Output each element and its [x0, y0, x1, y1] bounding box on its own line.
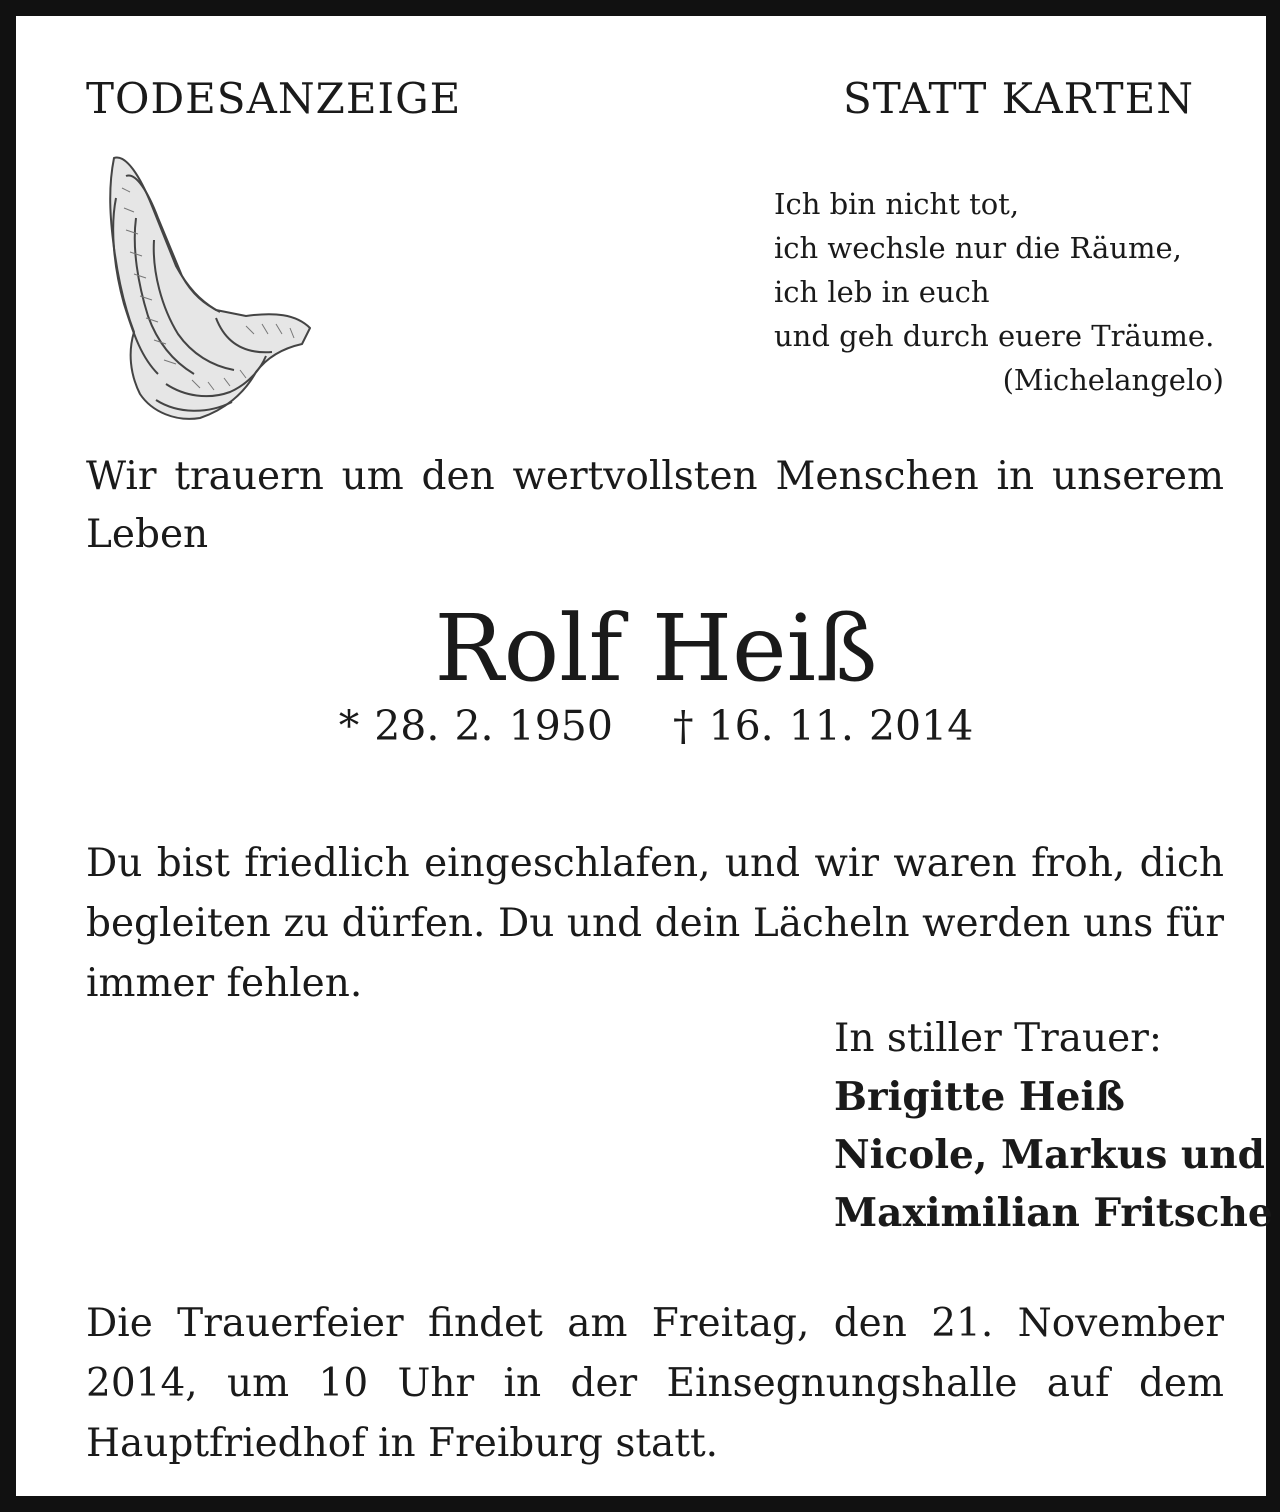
- mourner-name: Brigitte Heiß: [834, 1074, 1125, 1120]
- poem: [774, 182, 1224, 402]
- ceremony-text: Die Trauerfeier findet am Freitag, den 21. November 2014, um 10 Uhr in der Einsegnungshalle auf dem Hauptfriedhof in Freiburg statt.: [86, 1301, 1224, 1466]
- intro-text: Wir trauern um den wertvollsten Menschen in unserem Leben: [86, 454, 1224, 557]
- header-title: TODESANZEIGE: [86, 74, 462, 123]
- death-date: † 16. 11. 2014: [672, 702, 974, 750]
- birth-date: * 28. 2. 1950: [338, 702, 613, 750]
- poem-line: ich wechsle nur die Räume,: [774, 231, 1182, 265]
- mourners-heading: In stiller Trauer:: [834, 1016, 1163, 1061]
- life-dates: [16, 698, 1280, 754]
- mourners-block: [834, 1010, 1273, 1242]
- mourner-name: Maximilian Fritsche: [834, 1190, 1273, 1236]
- poem-line: Ich bin nicht tot,: [774, 187, 1020, 221]
- farewell-text: Du bist friedlich eingeschlafen, und wir waren froh, dich begleiten zu dürfen. Du und dein Lächeln werden uns für immer fehlen.: [86, 841, 1224, 1006]
- deceased-name: Rolf Heiß: [434, 595, 878, 702]
- praying-hands-icon: [96, 148, 321, 423]
- mourner-name: Nicole, Markus und: [834, 1132, 1265, 1178]
- header-note: STATT KARTEN: [843, 74, 1194, 123]
- poem-line: ich leb in euch: [774, 275, 990, 309]
- poem-line: und geh durch euere Träume.: [774, 319, 1215, 353]
- poem-author: (Michelangelo): [1002, 363, 1224, 397]
